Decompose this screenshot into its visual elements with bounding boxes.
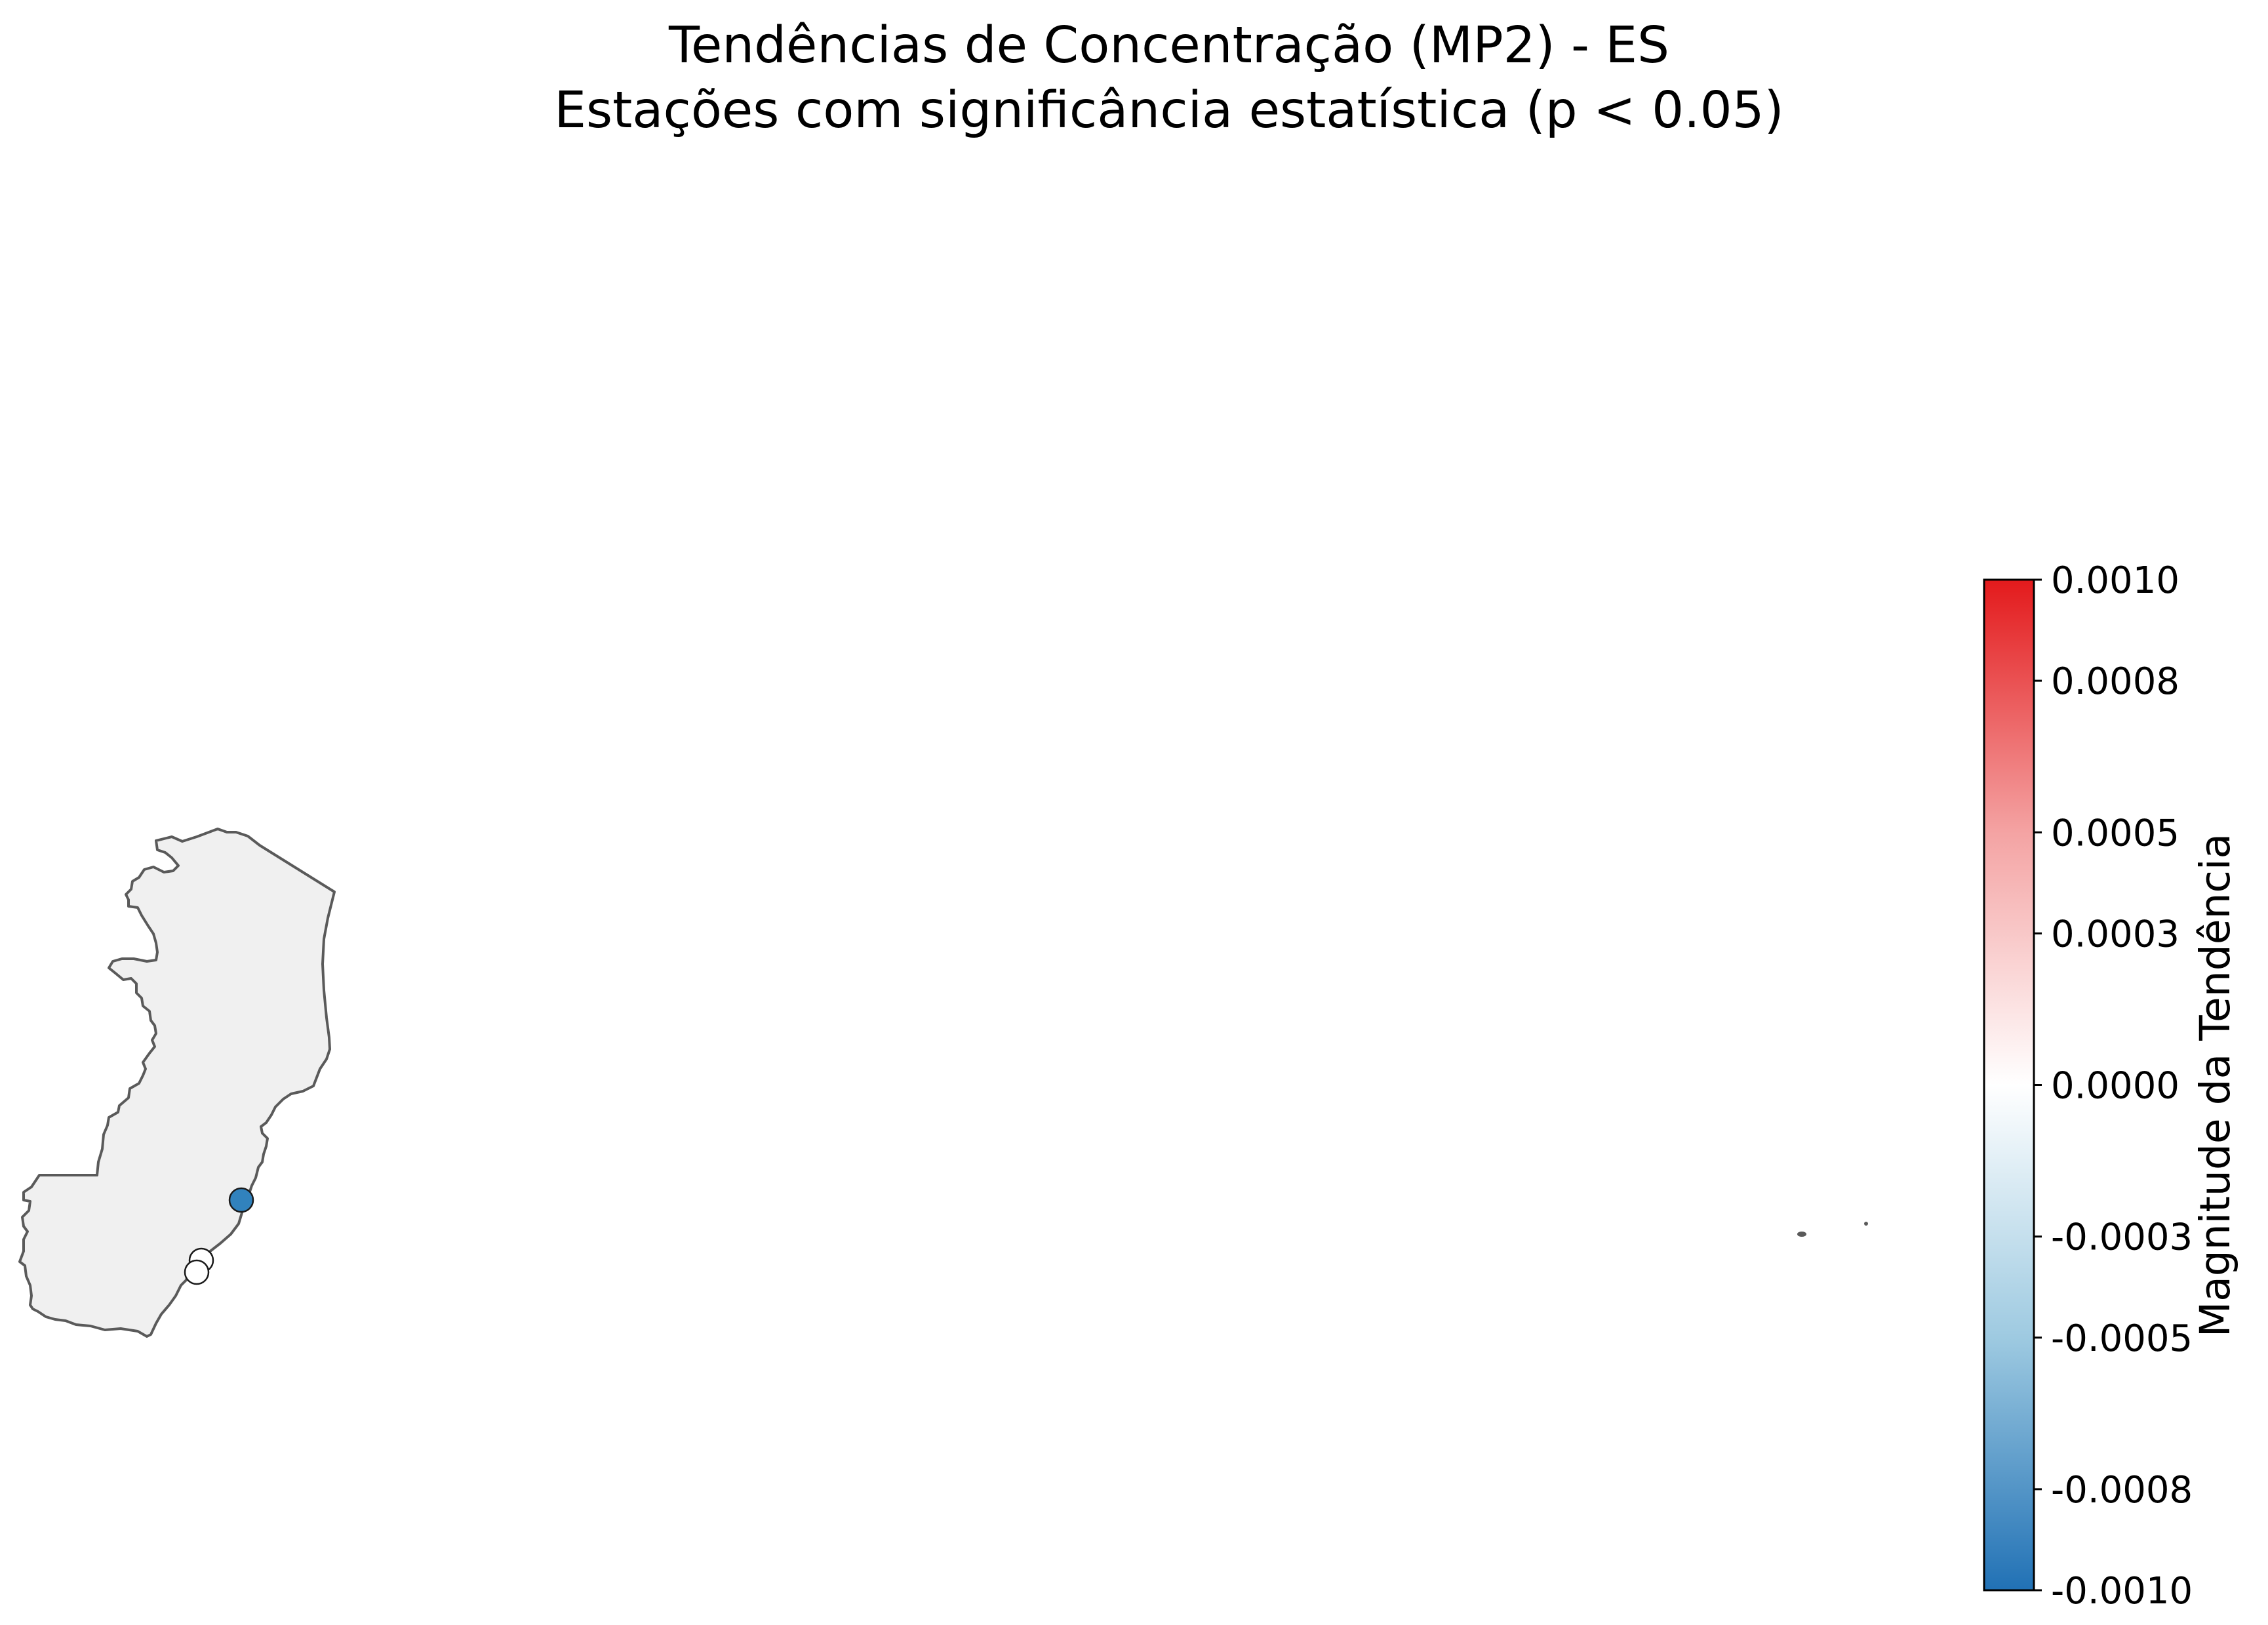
islet-martim-vaz xyxy=(1864,1222,1868,1226)
station-marker-3[interactable] xyxy=(185,1260,209,1284)
colorbar-tick-label: -0.0005 xyxy=(2051,1317,2193,1360)
state-outline-es xyxy=(20,829,334,1336)
chart-title-line1: Tendências de Concentração (MP2) - ES xyxy=(669,16,1669,75)
colorbar-tick-label: 0.0003 xyxy=(2051,913,2179,956)
colorbar-tick-label: 0.0000 xyxy=(2051,1064,2179,1108)
colorbar-ticks xyxy=(2034,559,2193,1613)
colorbar-tick-label: 0.0008 xyxy=(2051,660,2179,704)
colorbar xyxy=(1984,580,2034,1590)
chart-title-line2: Estações com significância estatística (p < 0.05) xyxy=(554,81,1784,140)
colorbar-tick-label: -0.0010 xyxy=(2051,1570,2193,1613)
colorbar-label: Magnitude da Tendência xyxy=(2191,833,2239,1338)
station-marker-1[interactable] xyxy=(229,1188,253,1212)
colorbar-tick-label: -0.0008 xyxy=(2051,1468,2193,1512)
colorbar-tick-label: -0.0003 xyxy=(2051,1216,2193,1259)
islet-trindade xyxy=(1797,1232,1806,1237)
colorbar-tick-label: 0.0010 xyxy=(2051,559,2179,602)
colorbar-tick-label: 0.0005 xyxy=(2051,812,2179,855)
